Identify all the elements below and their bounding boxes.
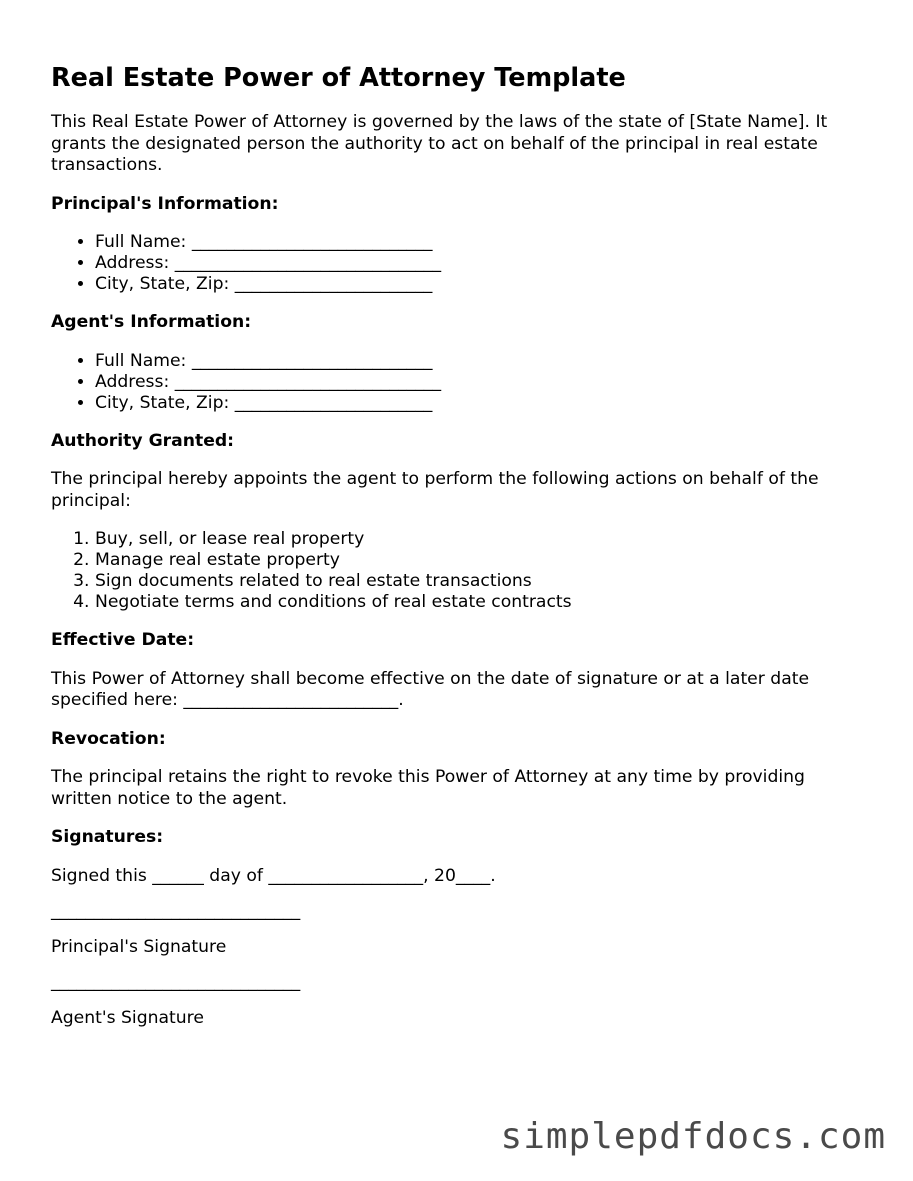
signed-date-line: Signed this ______ day of __________________, 20____. xyxy=(51,865,496,886)
watermark-logo: simplepdfdocs.com xyxy=(500,1116,886,1157)
revocation-paragraph: The principal retains the right to revoke this Power of Attorney at any time by providing written notice to the agent. xyxy=(51,767,805,809)
intro-paragraph: This Real Estate Power of Attorney is governed by the laws of the state of [State Name]. It grants the designated person the authority to act on behalf of the principal in real estate transactions. xyxy=(51,112,828,175)
principal-signature-label: Principal's Signature xyxy=(51,936,227,957)
authority-heading: Authority Granted: xyxy=(51,430,235,451)
principal-address-field: • Address: _______________________________ xyxy=(95,253,871,274)
agent-signature-label: Agent's Signature xyxy=(51,1007,204,1028)
agent-city-state-zip-field: • City, State, Zip: _______________________ xyxy=(95,393,871,414)
authority-item: 2. Manage real estate property xyxy=(95,550,871,571)
agent-fields xyxy=(51,351,871,414)
document xyxy=(51,58,871,1029)
authority-item: 4. Negotiate terms and conditions of real estate contracts xyxy=(95,592,871,613)
principal-city-state-zip-field: • City, State, Zip: _______________________ xyxy=(95,274,871,295)
authority-paragraph: The principal hereby appoints the agent to perform the following actions on behalf of the principal: xyxy=(51,469,819,511)
effective-date-heading: Effective Date: xyxy=(51,630,195,650)
agent-signature-line: _____________________________ xyxy=(51,972,301,992)
agent-address-field: • Address: _______________________________ xyxy=(95,372,871,393)
signatures-heading: Signatures: xyxy=(51,827,164,847)
authority-list xyxy=(51,529,871,613)
authority-item: 1. Buy, sell, or lease real property xyxy=(95,529,871,550)
authority-item: 3. Sign documents related to real estate transactions xyxy=(95,571,871,592)
revocation-heading: Revocation: xyxy=(51,728,166,749)
principal-full-name-field: • Full Name: ____________________________ xyxy=(95,232,871,253)
principal-fields xyxy=(51,232,871,295)
agent-heading: Agent's Information: xyxy=(51,312,252,332)
agent-full-name-field: • Full Name: ____________________________ xyxy=(95,351,871,372)
principal-signature-line: _____________________________ xyxy=(51,901,301,921)
principal-heading: Principal's Information: xyxy=(51,193,279,214)
effective-date-paragraph: This Power of Attorney shall become effective on the date of signature or at a later date specified here: _________________________. xyxy=(51,668,810,710)
document-title: Real Estate Power of Attorney Template xyxy=(51,63,626,93)
